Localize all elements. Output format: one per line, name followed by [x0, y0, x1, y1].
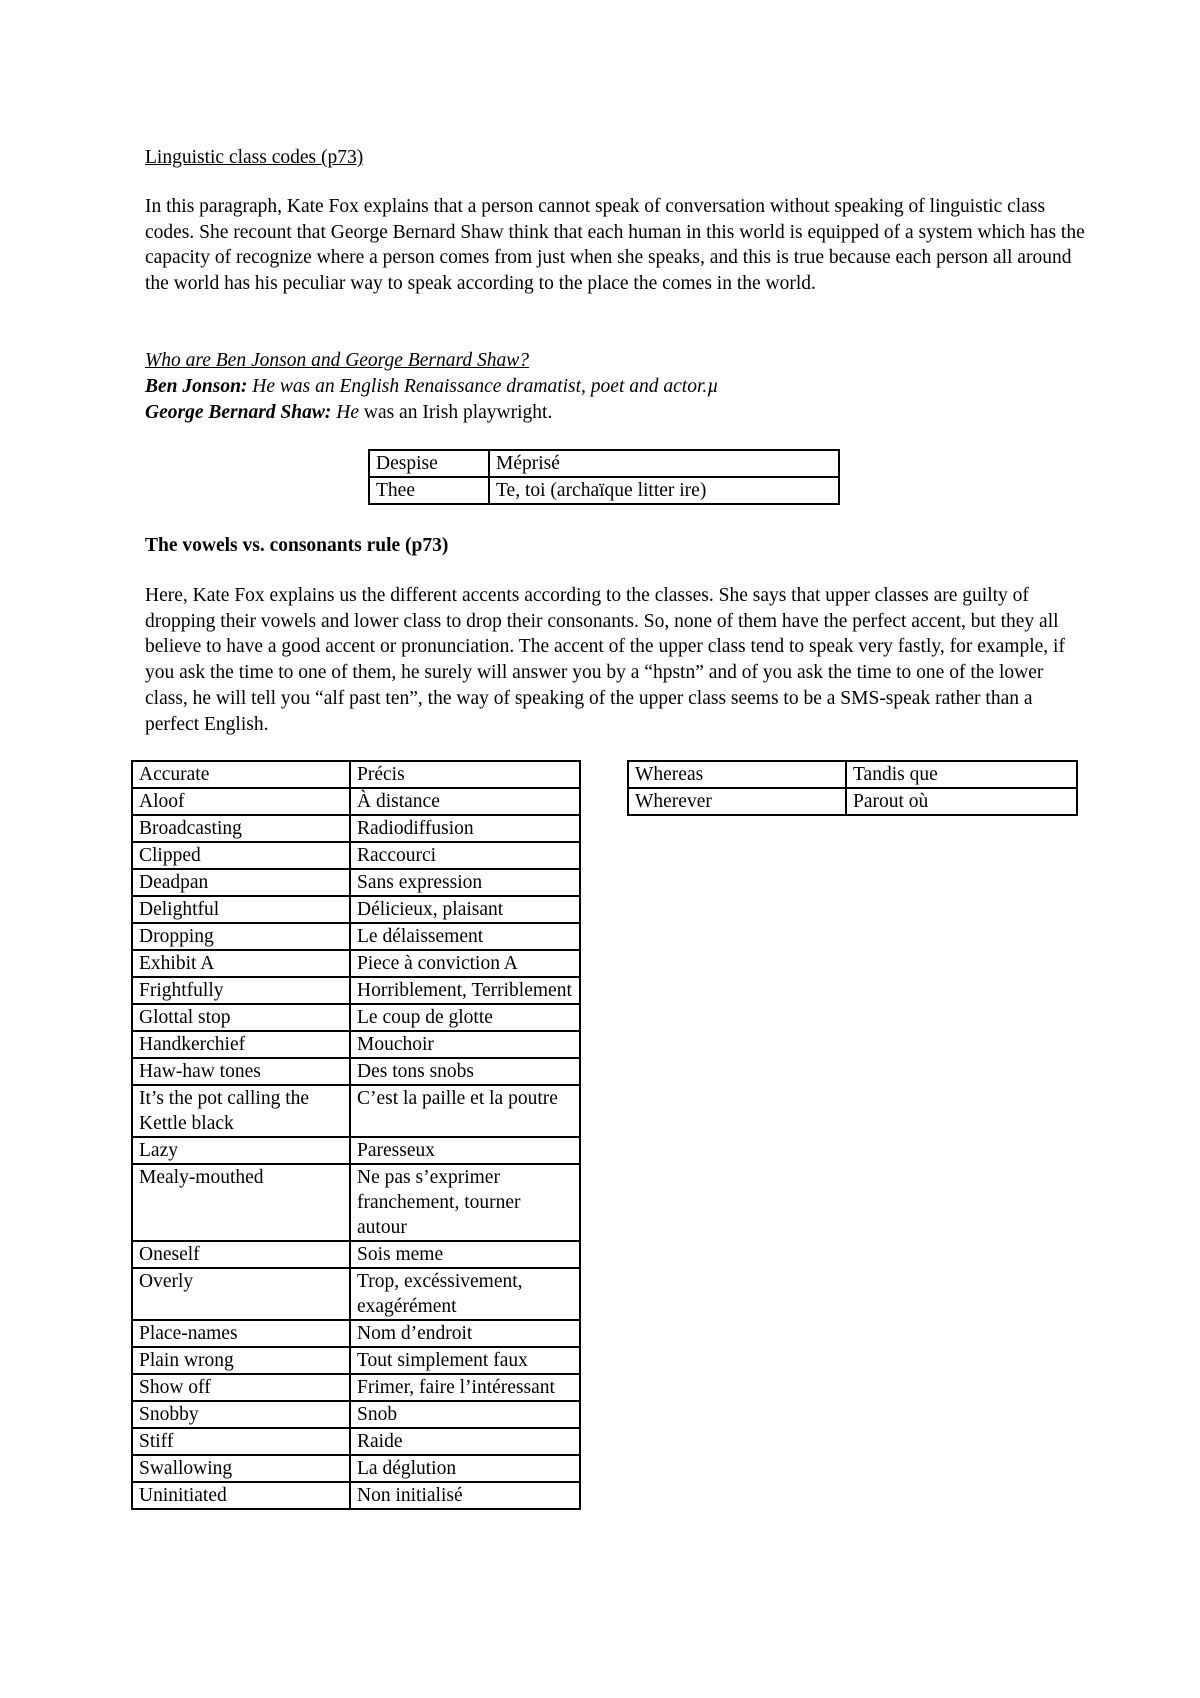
table-row — [132, 950, 580, 977]
translation-cell: Nom d’endroit — [350, 1320, 580, 1347]
term-cell: It’s the pot calling the Kettle black — [132, 1085, 350, 1137]
table-row — [132, 1058, 580, 1085]
term-cell: Despise — [369, 450, 489, 477]
table-row — [132, 788, 580, 815]
term-cell: Exhibit A — [132, 950, 350, 977]
table-row — [628, 788, 1077, 815]
translation-cell: C’est la paille et la poutre — [350, 1085, 580, 1137]
term-cell: Place-names — [132, 1320, 350, 1347]
translation-cell: Radiodiffusion — [350, 815, 580, 842]
term-cell: Handkerchief — [132, 1031, 350, 1058]
table-row — [132, 1241, 580, 1268]
term-cell: Swallowing — [132, 1455, 350, 1482]
table-row — [132, 896, 580, 923]
paragraph-linguistic-class-codes: In this paragraph, Kate Fox explains that a person cannot speak of conversation without speaking of linguistic class codes. She recount that George Bernard Shaw think that each human in this world is equipped of a system which has the capacity of recognize where a person comes from just when she speaks, and this is true because each person all around the world has his peculiar way to speak according to the place the comes in the world. — [145, 196, 1085, 295]
translation-cell: Le coup de glotte — [350, 1004, 580, 1031]
table-row — [132, 1347, 580, 1374]
term-cell: Dropping — [132, 923, 350, 950]
table-row — [132, 1320, 580, 1347]
term-cell: Haw-haw tones — [132, 1058, 350, 1085]
section-title-linguistic-class-codes: Linguistic class codes (p73) — [145, 147, 364, 168]
table-row — [369, 477, 839, 504]
table-row — [132, 1137, 580, 1164]
translation-cell: Horriblement, Terriblement — [350, 977, 580, 1004]
table-row — [132, 761, 580, 788]
translation-cell: Sois meme — [350, 1241, 580, 1268]
translation-cell: Sans expression — [350, 869, 580, 896]
term-cell: Broadcasting — [132, 815, 350, 842]
translation-cell: Frimer, faire l’intéressant — [350, 1374, 580, 1401]
translation-cell: Le délaissement — [350, 923, 580, 950]
translation-cell: Raccourci — [350, 842, 580, 869]
term-cell: Snobby — [132, 1401, 350, 1428]
shaw-italic: He — [331, 402, 359, 423]
table-row — [132, 923, 580, 950]
translation-cell: Trop, excéssivement, exagérément — [350, 1268, 580, 1320]
term-cell: Oneself — [132, 1241, 350, 1268]
table-row — [132, 1482, 580, 1509]
translation-cell: Délicieux, plaisant — [350, 896, 580, 923]
translation-cell: Ne pas s’exprimer franchement, tourner autour — [350, 1164, 580, 1241]
table-row — [132, 815, 580, 842]
shaw-line — [145, 400, 1085, 426]
table-row — [132, 1268, 580, 1320]
ben-jonson-label: Ben Jonson: — [145, 376, 248, 397]
term-cell: Whereas — [628, 761, 846, 788]
table-row — [369, 450, 839, 477]
translation-cell: À distance — [350, 788, 580, 815]
table-row — [132, 1031, 580, 1058]
translation-cell: Tout simplement faux — [350, 1347, 580, 1374]
table-row — [132, 1401, 580, 1428]
ben-jonson-line — [145, 374, 1085, 400]
section-title-vowels-consonants: The vowels vs. consonants rule (p73) — [145, 535, 449, 556]
translation-cell: Snob — [350, 1401, 580, 1428]
translation-cell: Paresseux — [350, 1137, 580, 1164]
shaw-text: was an Irish playwright. — [358, 402, 553, 423]
term-cell: Accurate — [132, 761, 350, 788]
translation-cell: La déglution — [350, 1455, 580, 1482]
translation-cell: Raide — [350, 1428, 580, 1455]
translation-cell: Des tons snobs — [350, 1058, 580, 1085]
term-cell: Glottal stop — [132, 1004, 350, 1031]
translation-cell: Te, toi (archaïque litter ire) — [489, 477, 839, 504]
term-cell: Show off — [132, 1374, 350, 1401]
term-cell: Stiff — [132, 1428, 350, 1455]
table-row — [132, 1164, 580, 1241]
term-cell: Wherever — [628, 788, 846, 815]
translation-cell: Piece à conviction A — [350, 950, 580, 977]
shaw-label: George Bernard Shaw: — [145, 402, 332, 423]
term-cell: Plain wrong — [132, 1347, 350, 1374]
term-cell: Thee — [369, 477, 489, 504]
translation-cell: Parout où — [846, 788, 1077, 815]
table-row — [132, 869, 580, 896]
table-row — [628, 761, 1077, 788]
table-row — [132, 842, 580, 869]
ben-jonson-text: He was an English Renaissance dramatist, poet and actor.µ — [247, 376, 719, 397]
table-row — [132, 977, 580, 1004]
term-cell: Uninitiated — [132, 1482, 350, 1509]
table-row — [132, 1374, 580, 1401]
term-cell: Overly — [132, 1268, 350, 1320]
table-row — [132, 1428, 580, 1455]
translation-cell: Précis — [350, 761, 580, 788]
term-cell: Frightfully — [132, 977, 350, 1004]
term-cell: Aloof — [132, 788, 350, 815]
term-cell: Delightful — [132, 896, 350, 923]
main-vocab-table — [131, 760, 581, 1510]
table-row — [132, 1085, 580, 1137]
paragraph-vowels-consonants: Here, Kate Fox explains us the different accents according to the classes. She says that upper classes are guilty of dropping their vowels and lower class to drop their consonants. So, none of them have the perfect accent, but they all believe to have a good accent or pronunciation. The accent of the upper class tend to speak very fastly, for example, if you ask the time to one of them, he surely will answer you by a “hpstn” and of you ask the time to one of the lower class, he will tell you “alf past ten”, the way of speaking of the upper class seems to be a SMS-speak rather than a perfect English. — [145, 585, 1065, 735]
table-row — [132, 1455, 580, 1482]
term-cell: Mealy-mouthed — [132, 1164, 350, 1241]
term-cell: Lazy — [132, 1137, 350, 1164]
translation-cell: Méprisé — [489, 450, 839, 477]
term-cell: Deadpan — [132, 869, 350, 896]
translation-cell: Tandis que — [846, 761, 1077, 788]
translation-cell: Non initialisé — [350, 1482, 580, 1509]
small-vocab-table — [368, 449, 840, 505]
translation-cell: Mouchoir — [350, 1031, 580, 1058]
term-cell: Clipped — [132, 842, 350, 869]
question-text: Who are Ben Jonson and George Bernard Shaw? — [145, 350, 529, 371]
side-vocab-table — [627, 760, 1078, 816]
question-heading — [145, 348, 1085, 374]
table-row — [132, 1004, 580, 1031]
